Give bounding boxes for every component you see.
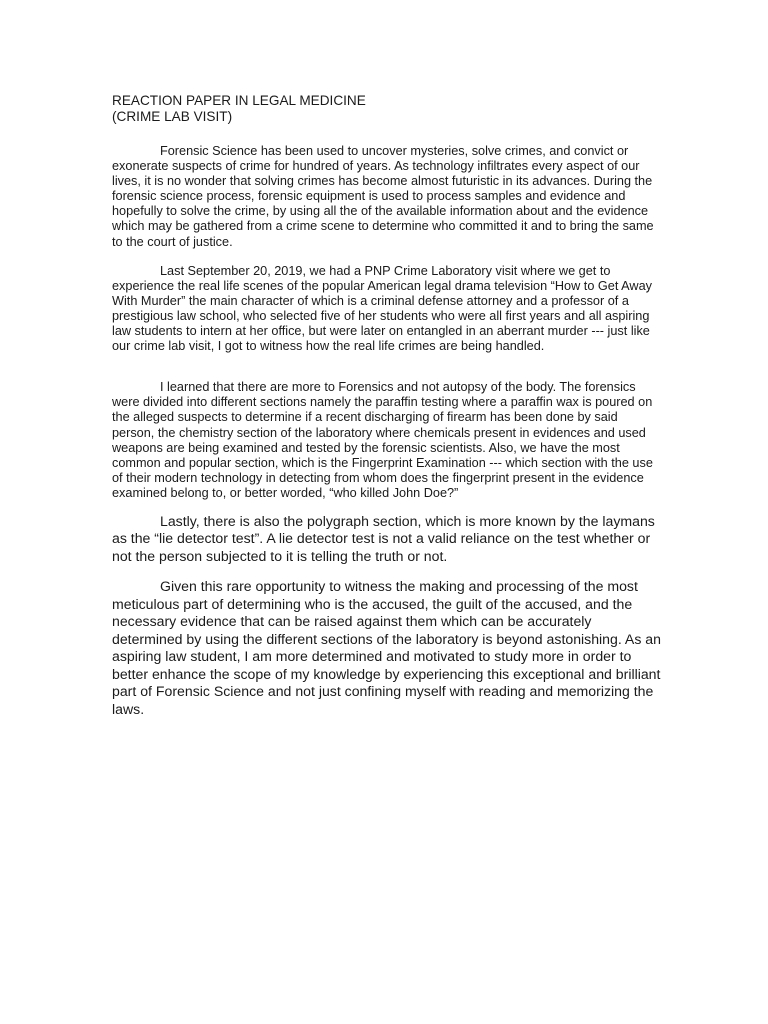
title-line-2: (CRIME LAB VISIT)	[112, 109, 233, 124]
paragraph-5: Given this rare opportunity to witness the making and processing of the most meticulous part of determining who is the accused, the guilt of the accused, and the necessary evidence that can be raised against them which can be accurately determined by using the different sections of the laboratory is beyond astonishing. As an aspiring law student, I am more determined and motivated to study more in order to better enhance the scope of my knowledge by experiencing this exceptional and brilliant part of Forensic Science and not just confining myself with reading and memorizing the laws.	[112, 578, 661, 717]
document-title	[112, 93, 662, 125]
paragraph-3: I learned that there are more to Forensics and not autopsy of the body. The forensics were divided into different sections namely the paraffin testing where a paraffin wax is poured on the alleged suspects to determine if a recent discharging of firearm has been done by said person, the chemistry section of the laboratory where chemicals present in evidences and used weapons are being examined and tested by the forensic scientists. Also, we have the most common and popular section, which is the Fingerprint Examination --- which section with the use of their modern technology in detecting from whom does the fingerprint present in the evidence examined belong to, or better worded, “who killed John Doe?”	[112, 380, 653, 500]
paragraph-4: Lastly, there is also the polygraph section, which is more known by the laymans as the “lie detector test”. A lie detector test is not a valid reliance on the test whether or not the person subjected to it is telling the truth or not.	[112, 512, 655, 564]
document-page	[112, 93, 662, 718]
paragraph-2: Last September 20, 2019, we had a PNP Crime Laboratory visit where we get to experience the real life scenes of the popular American legal drama television “How to Get Away With Murder” the main character of which is a criminal defense attorney and a professor of a prestigious law school, who selected five of her students who were all first years and all aspiring law students to intern at her office, but were later on entangled in an aberrant murder --- just like our crime lab visit, I got to witness how the real life crimes are being handled.	[112, 263, 652, 354]
title-line-1: REACTION PAPER IN LEGAL MEDICINE	[112, 93, 366, 108]
paragraph-1: Forensic Science has been used to uncover mysteries, solve crimes, and convict or exonerate suspects of crime for hundred of years. As technology infiltrates every aspect of our lives, it is no wonder that solving crimes has become almost futuristic in its advances. During the forensic science process, forensic equipment is used to process samples and evidence and hopefully to solve the crime, by using all the of the available information about and the evidence which may be gathered from a crime scene to determine who committed it and to bring the same to the court of justice.	[112, 144, 654, 249]
